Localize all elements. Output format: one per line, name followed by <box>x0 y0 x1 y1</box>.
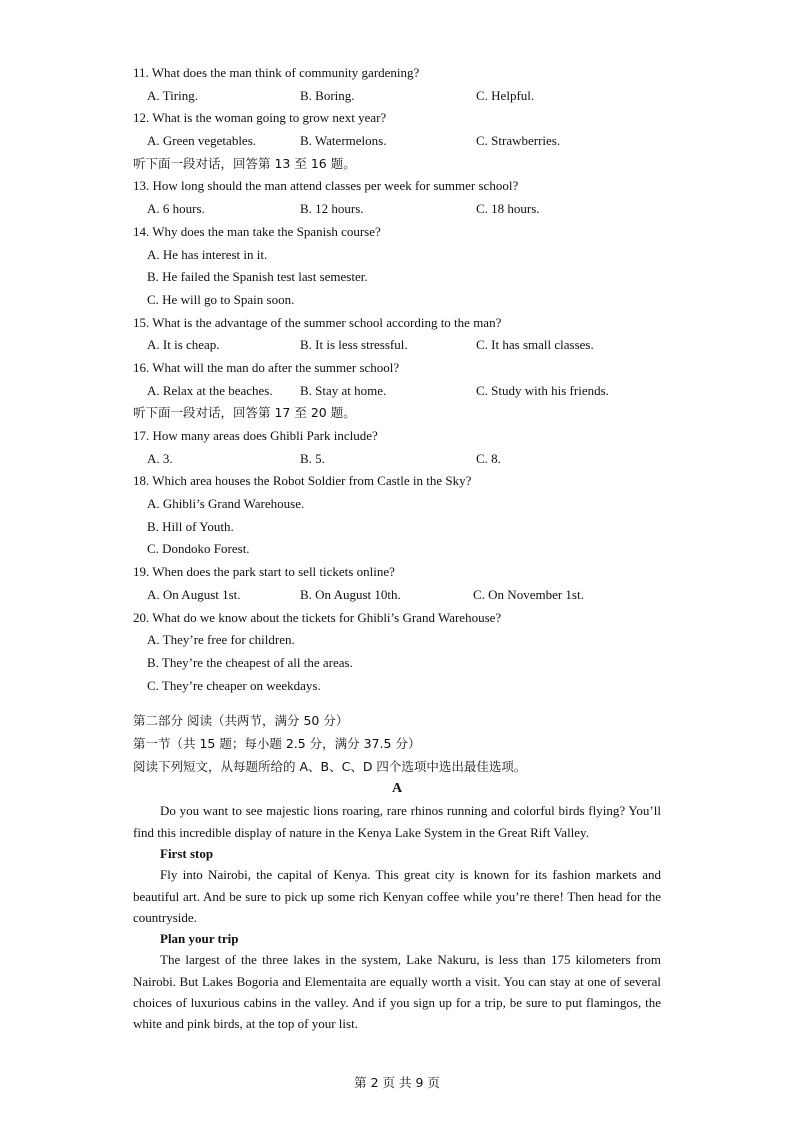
option-b: B. Boring. <box>300 87 355 103</box>
section-heading: First stop <box>160 845 214 861</box>
option-c: C. Strawberries. <box>476 133 561 149</box>
option-a: A. 6 hours. <box>147 201 205 217</box>
question-15: 15. What is the advantage of the summer school according to the man? <box>133 314 502 330</box>
option-c: C. On November 1st. <box>473 586 584 602</box>
option-a: A. Green vegetables. <box>147 133 257 149</box>
section-heading: Plan your trip <box>160 931 239 947</box>
option-c: C. It has small classes. <box>476 337 594 353</box>
question-12: 12. What is the woman going to grow next year? <box>133 110 387 126</box>
option-c: C. 18 hours. <box>476 201 540 217</box>
options-16 <box>133 380 661 403</box>
option-a: A. On August 1st. <box>147 586 241 602</box>
options-11 <box>133 85 661 108</box>
option-b: B. 12 hours. <box>300 201 364 217</box>
option-b: B. It is less stressful. <box>300 337 408 353</box>
option-a: A. They’re free for children. <box>147 632 295 648</box>
option-c: C. They’re cheaper on weekdays. <box>147 677 321 693</box>
option-a: A. It is cheap. <box>147 337 220 353</box>
instruction-17-20: 听下面一段对话，回答第 17 至 20 题。 <box>133 405 356 421</box>
question-14: 14. Why does the man take the Spanish course? <box>133 223 381 239</box>
options-19 <box>133 584 661 607</box>
passage-label: A <box>391 781 403 797</box>
options-17 <box>133 448 661 471</box>
options-13 <box>133 198 661 221</box>
part2-title: 第二部分 阅读（共两节，满分 50 分） <box>133 713 349 729</box>
passage-paragraph: Fly into Nairobi, the capital of Kenya. This great city is known for its fashion markets and beautiful art. And be sure to pick up some rich Kenyan coffee while you’re there! Then head for the countryside. <box>133 867 661 925</box>
options-15 <box>133 334 661 357</box>
option-b: B. Hill of Youth. <box>147 518 234 534</box>
option-c: C. Dondoko Forest. <box>147 541 250 557</box>
question-17: 17. How many areas does Ghibli Park include? <box>133 428 378 443</box>
option-b: B. They’re the cheapest of all the areas. <box>147 654 353 670</box>
option-b: B. On August 10th. <box>300 586 401 602</box>
section1-title: 第一节（共 15 题；每小题 2.5 分，满分 37.5 分） <box>133 735 421 751</box>
instruction-13-16: 听下面一段对话，回答第 13 至 16 题。 <box>133 155 356 171</box>
option-c: C. Study with his friends. <box>476 382 609 398</box>
option-a: A. Ghibli’s Grand Warehouse. <box>147 496 305 512</box>
question-20: 20. What do we know about the tickets for Ghibli’s Grand Warehouse? <box>133 609 502 625</box>
exam-page <box>133 62 661 1035</box>
options-12 <box>133 130 661 153</box>
question-13: 13. How long should the man attend classes per week for summer school? <box>133 178 519 194</box>
reading-directions: 阅读下列短文，从每题所给的 A、B、C、D 四个选项中选出最佳选项。 <box>133 758 527 774</box>
option-a: A. Tiring. <box>147 87 198 103</box>
option-a: A. He has interest in it. <box>147 246 268 262</box>
option-b: B. Stay at home. <box>300 382 387 398</box>
passage-intro: Do you want to see majestic lions roaring, rare rhinos running and colorful birds flying? You’ll find this incredible display of nature in the Kenya Lake System in the Great Rift Valley. <box>133 803 661 840</box>
question-16: 16. What will the man do after the summer school? <box>133 359 400 375</box>
option-b: B. He failed the Spanish test last semester. <box>147 269 368 285</box>
option-c: C. Helpful. <box>476 87 535 103</box>
question-19: 19. When does the park start to sell tickets online? <box>133 564 395 580</box>
passage-paragraph: The largest of the three lakes in the system, Lake Nakuru, is less than 175 kilometers from Nairobi. But Lakes Bogoria and Elementaita are equally worth a visit. You can stay at one of several choices of luxurious cabins in the valley. And if you sign up for a trip, be sure to put flamingos, the white and pink birds, at the top of your list. <box>133 952 661 1032</box>
option-b: B. Watermelons. <box>300 133 387 149</box>
question-18: 18. Which area houses the Robot Soldier from Castle in the Sky? <box>133 473 472 489</box>
option-a: A. 3. <box>147 450 173 466</box>
question-11: 11. What does the man think of community gardening? <box>133 65 420 80</box>
page-footer: 第 2 页 共 9 页 <box>354 1075 440 1090</box>
option-b: B. 5. <box>300 450 325 466</box>
option-c: C. 8. <box>476 450 501 466</box>
option-c: C. He will go to Spain soon. <box>147 291 295 307</box>
option-a: A. Relax at the beaches. <box>147 382 273 398</box>
